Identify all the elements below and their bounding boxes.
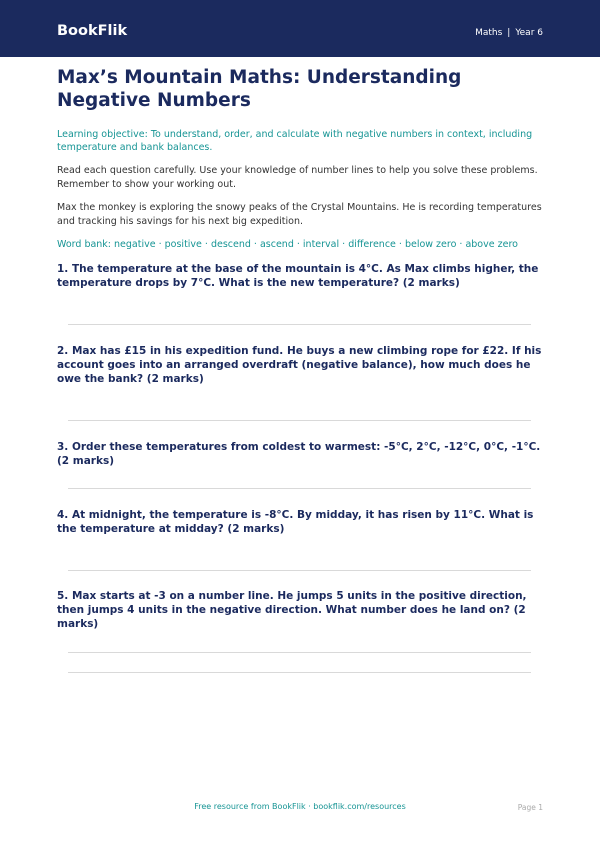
answer-line[interactable] [68,672,531,673]
page-number: Page 1 [517,803,543,812]
header-bar [0,0,600,57]
learning-objective: Learning objective: To understand, order, and calculate with negative numbers in context, including temperature and bank balances. [57,129,533,153]
answer-line[interactable] [68,488,531,489]
subject-year [475,28,543,38]
answer-line[interactable] [68,324,531,325]
story-intro: Max the monkey is exploring the snowy peaks of the Crystal Mountains. He is recording temperatures and tracking his savings for his next big expedition. [57,202,542,227]
question-4: 4. At midnight, the temperature is -8°C. By midday, it has risen by 11°C. What is the temperature at midday? (2 marks) [57,509,534,535]
intro-section [57,66,543,251]
word-bank: Word bank: negative · positive · descend · ascend · interval · difference · below zero · above zero [57,239,518,250]
question-3: 3. Order these temperatures from coldest to warmest: -5°C, 2°C, -12°C, 0°C, -1°C. (2 marks) [57,441,541,467]
instructions: Read each question carefully. Use your knowledge of number lines to help you solve these problems. Remember to show your working out. [57,165,538,190]
question-2: 2. Max has £15 in his expedition fund. He buys a new climbing rope for £22. If his account goes into an arranged overdraft (negative balance), how much does he owe the bank? (2 marks) [57,345,542,385]
footer-link[interactable]: Free resource from BookFlik · bookflik.com/resources [194,802,406,811]
brand-logo[interactable]: BookFlik [57,23,128,39]
year-label: Year 6 [515,28,543,38]
subject-label: Maths [475,28,503,38]
answer-line[interactable] [68,420,531,421]
answer-line[interactable] [68,570,531,571]
meta-separator: | [507,28,511,38]
question-5: 5. Max starts at -3 on a number line. He jumps 5 units in the positive direction, then jumps 4 units in the negative direction. What number does he land on? (2 marks) [57,590,527,630]
answer-line[interactable] [68,652,531,653]
page-title: Max’s Mountain Maths: Understanding Negative Numbers [57,67,462,111]
question-1: 1. The temperature at the base of the mountain is 4°C. As Max climbs higher, the temperature drops by 7°C. What is the new temperature? (2 marks) [57,263,539,289]
